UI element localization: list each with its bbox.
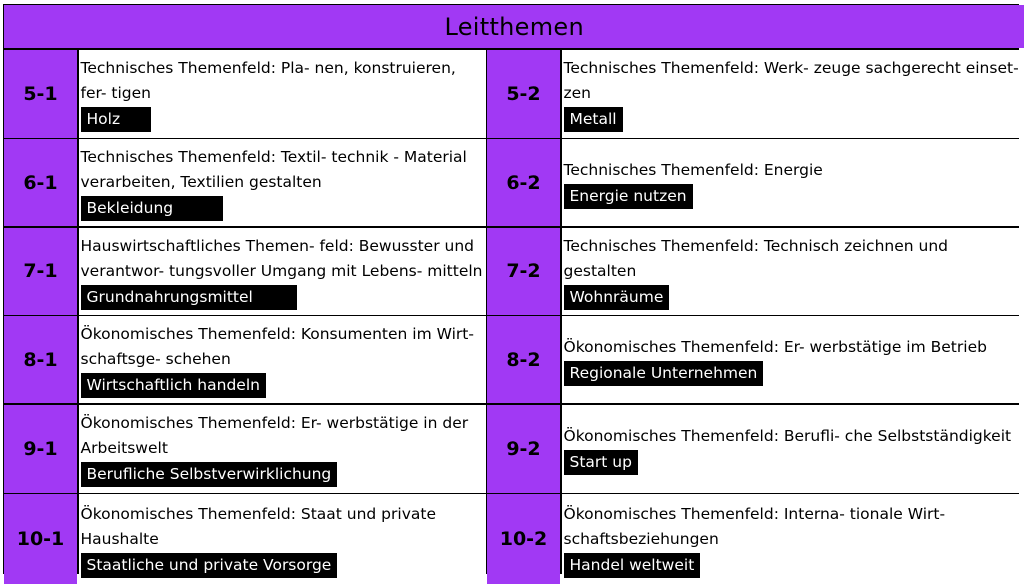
cell-7-2	[562, 228, 1024, 315]
topic-label: Grundnahrungsmittel	[81, 285, 297, 310]
leitthemen-table	[3, 4, 1019, 574]
topic-label: Metall	[564, 107, 623, 132]
cell-7-1	[79, 228, 486, 315]
cell-6-1	[79, 139, 486, 226]
cell-description: Technisches Themenfeld: Textil- technik - Material verarbeiten, Textilien gestalten	[81, 145, 484, 195]
code-6-2: 6-2	[487, 139, 560, 226]
cell-9-1	[79, 405, 486, 493]
topic-label: Regionale Unternehmen	[564, 361, 764, 386]
cell-10-1	[79, 494, 486, 584]
code-8-1: 8-1	[4, 316, 77, 403]
code-8-2: 8-2	[487, 316, 560, 403]
cell-description: Ökonomisches Themenfeld: Berufli- che Selbstständigkeit	[564, 424, 1023, 449]
topic-label: Bekleidung	[81, 196, 223, 221]
code-7-2: 7-2	[487, 228, 560, 315]
code-7-1: 7-1	[4, 228, 77, 315]
topic-label: Wirtschaftlich handeln	[81, 373, 266, 398]
code-5-2: 5-2	[487, 50, 560, 138]
cell-8-2	[562, 316, 1024, 403]
cell-description: Ökonomisches Themenfeld: Er- werbstätige im Betrieb	[564, 335, 1023, 360]
topic-label: Start up	[564, 450, 638, 475]
code-6-1: 6-1	[4, 139, 77, 226]
cell-6-2	[562, 139, 1024, 226]
topic-label: Wohnräume	[564, 285, 670, 310]
cell-10-2	[562, 494, 1024, 584]
topic-label: Staatliche und private Vorsorge	[81, 553, 338, 578]
topic-label: Handel weltweit	[564, 553, 701, 578]
cell-description: Technisches Themenfeld: Energie	[564, 158, 1023, 183]
cell-description: Ökonomisches Themenfeld: Staat und private Haushalte	[81, 502, 484, 552]
cell-description: Ökonomisches Themenfeld: Interna- tionale Wirt- schaftsbeziehungen	[564, 502, 1023, 552]
cell-5-1	[79, 50, 486, 138]
code-9-1: 9-1	[4, 405, 77, 493]
code-10-1: 10-1	[4, 494, 77, 584]
code-10-2: 10-2	[487, 494, 560, 584]
cell-description: Hauswirtschaftliches Themen- feld: Bewusster und verantwor- tungsvoller Umgang mit Lebens- mitteln	[81, 234, 484, 284]
cell-description: Technisches Themenfeld: Werk- zeuge sachgerecht einset- zen	[564, 56, 1023, 106]
cell-8-1	[79, 316, 486, 403]
cell-5-2	[562, 50, 1024, 138]
table-title: Leitthemen	[4, 5, 1024, 48]
topic-label: Energie nutzen	[564, 184, 693, 209]
cell-description: Technisches Themenfeld: Technisch zeichnen und gestalten	[564, 234, 1023, 284]
cell-description: Ökonomisches Themenfeld: Konsumenten im Wirt- schaftsge- schehen	[81, 322, 484, 372]
code-5-1: 5-1	[4, 50, 77, 138]
topic-label: Berufliche Selbstverwirklichung	[81, 462, 338, 487]
code-9-2: 9-2	[487, 405, 560, 493]
cell-description: Ökonomisches Themenfeld: Er- werbstätige in der Arbeitswelt	[81, 411, 484, 461]
cell-description: Technisches Themenfeld: Pla- nen, konstruieren, fer- tigen	[81, 56, 484, 106]
topic-label: Holz	[81, 107, 151, 132]
cell-9-2	[562, 405, 1024, 493]
